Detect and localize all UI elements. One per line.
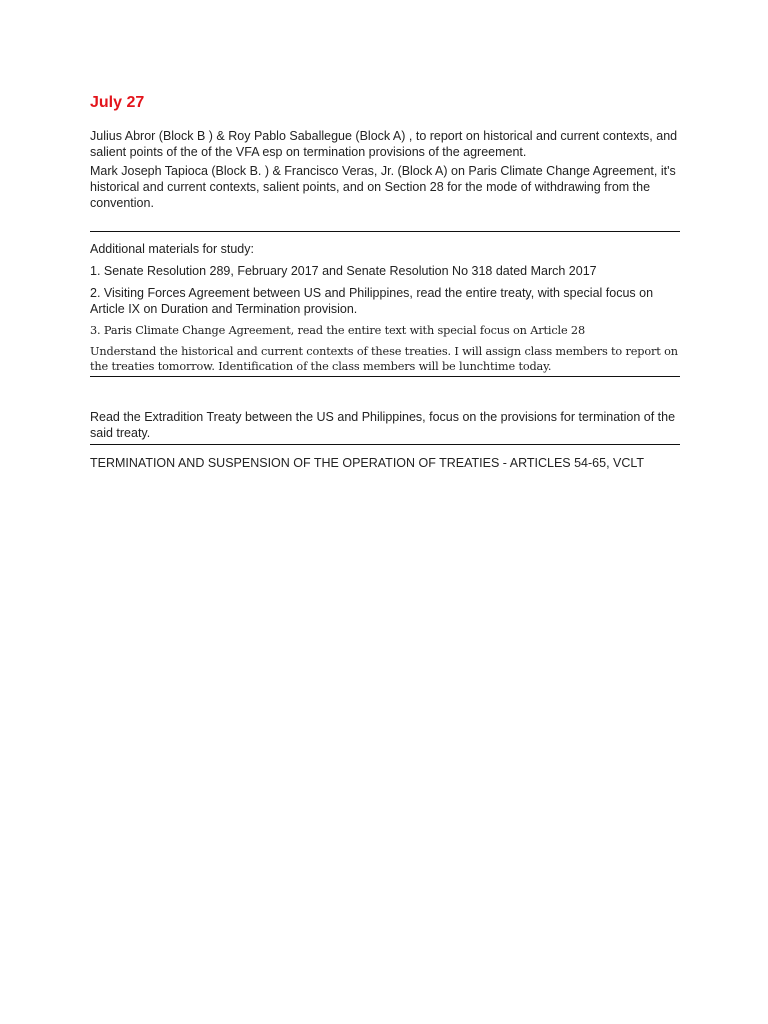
termination-heading: TERMINATION AND SUSPENSION OF THE OPERATION OF TREATIES - ARTICLES 54-65, VCLT [90, 456, 645, 470]
document-content [90, 92, 680, 477]
material-item-2: 2. Visiting Forces Agreement between US and Philippines, read the entire treaty, with special focus on Article IX on Duration and Termination provision. [90, 286, 654, 316]
additional-materials-section [90, 232, 680, 374]
divider-3 [90, 444, 680, 445]
additional-materials-title: Additional materials for study: [90, 242, 254, 256]
assignment-paragraph-1: Julius Abror (Block B ) & Roy Pablo Saballegue (Block A) , to report on historical and current contexts, and salient points of the of the VFA esp on termination provisions of the agreement. [90, 129, 678, 159]
material-item-3: 3. Paris Climate Change Agreement, read the entire text with special focus on Article 28 [90, 324, 586, 337]
spacer [90, 377, 680, 409]
date-heading: July 27 [90, 94, 145, 111]
study-note: Understand the historical and current contexts of these treaties. I will assign class members to report on the treaties tomorrow. Identification of the class members will be lunchtime today. [90, 345, 678, 373]
extradition-paragraph: Read the Extradition Treaty between the US and Philippines, focus on the provisions for termination of the said treaty. [90, 410, 676, 440]
assignment-paragraph-2: Mark Joseph Tapioca (Block B. ) & Francisco Veras, Jr. (Block A) on Paris Climate Change Agreement, it's historical and current contexts, salient points, and on Section 28 for the mode of withdrawing from the convention. [90, 164, 676, 210]
material-item-1: 1. Senate Resolution 289, February 2017 and Senate Resolution No 318 dated March 2017 [90, 264, 597, 278]
